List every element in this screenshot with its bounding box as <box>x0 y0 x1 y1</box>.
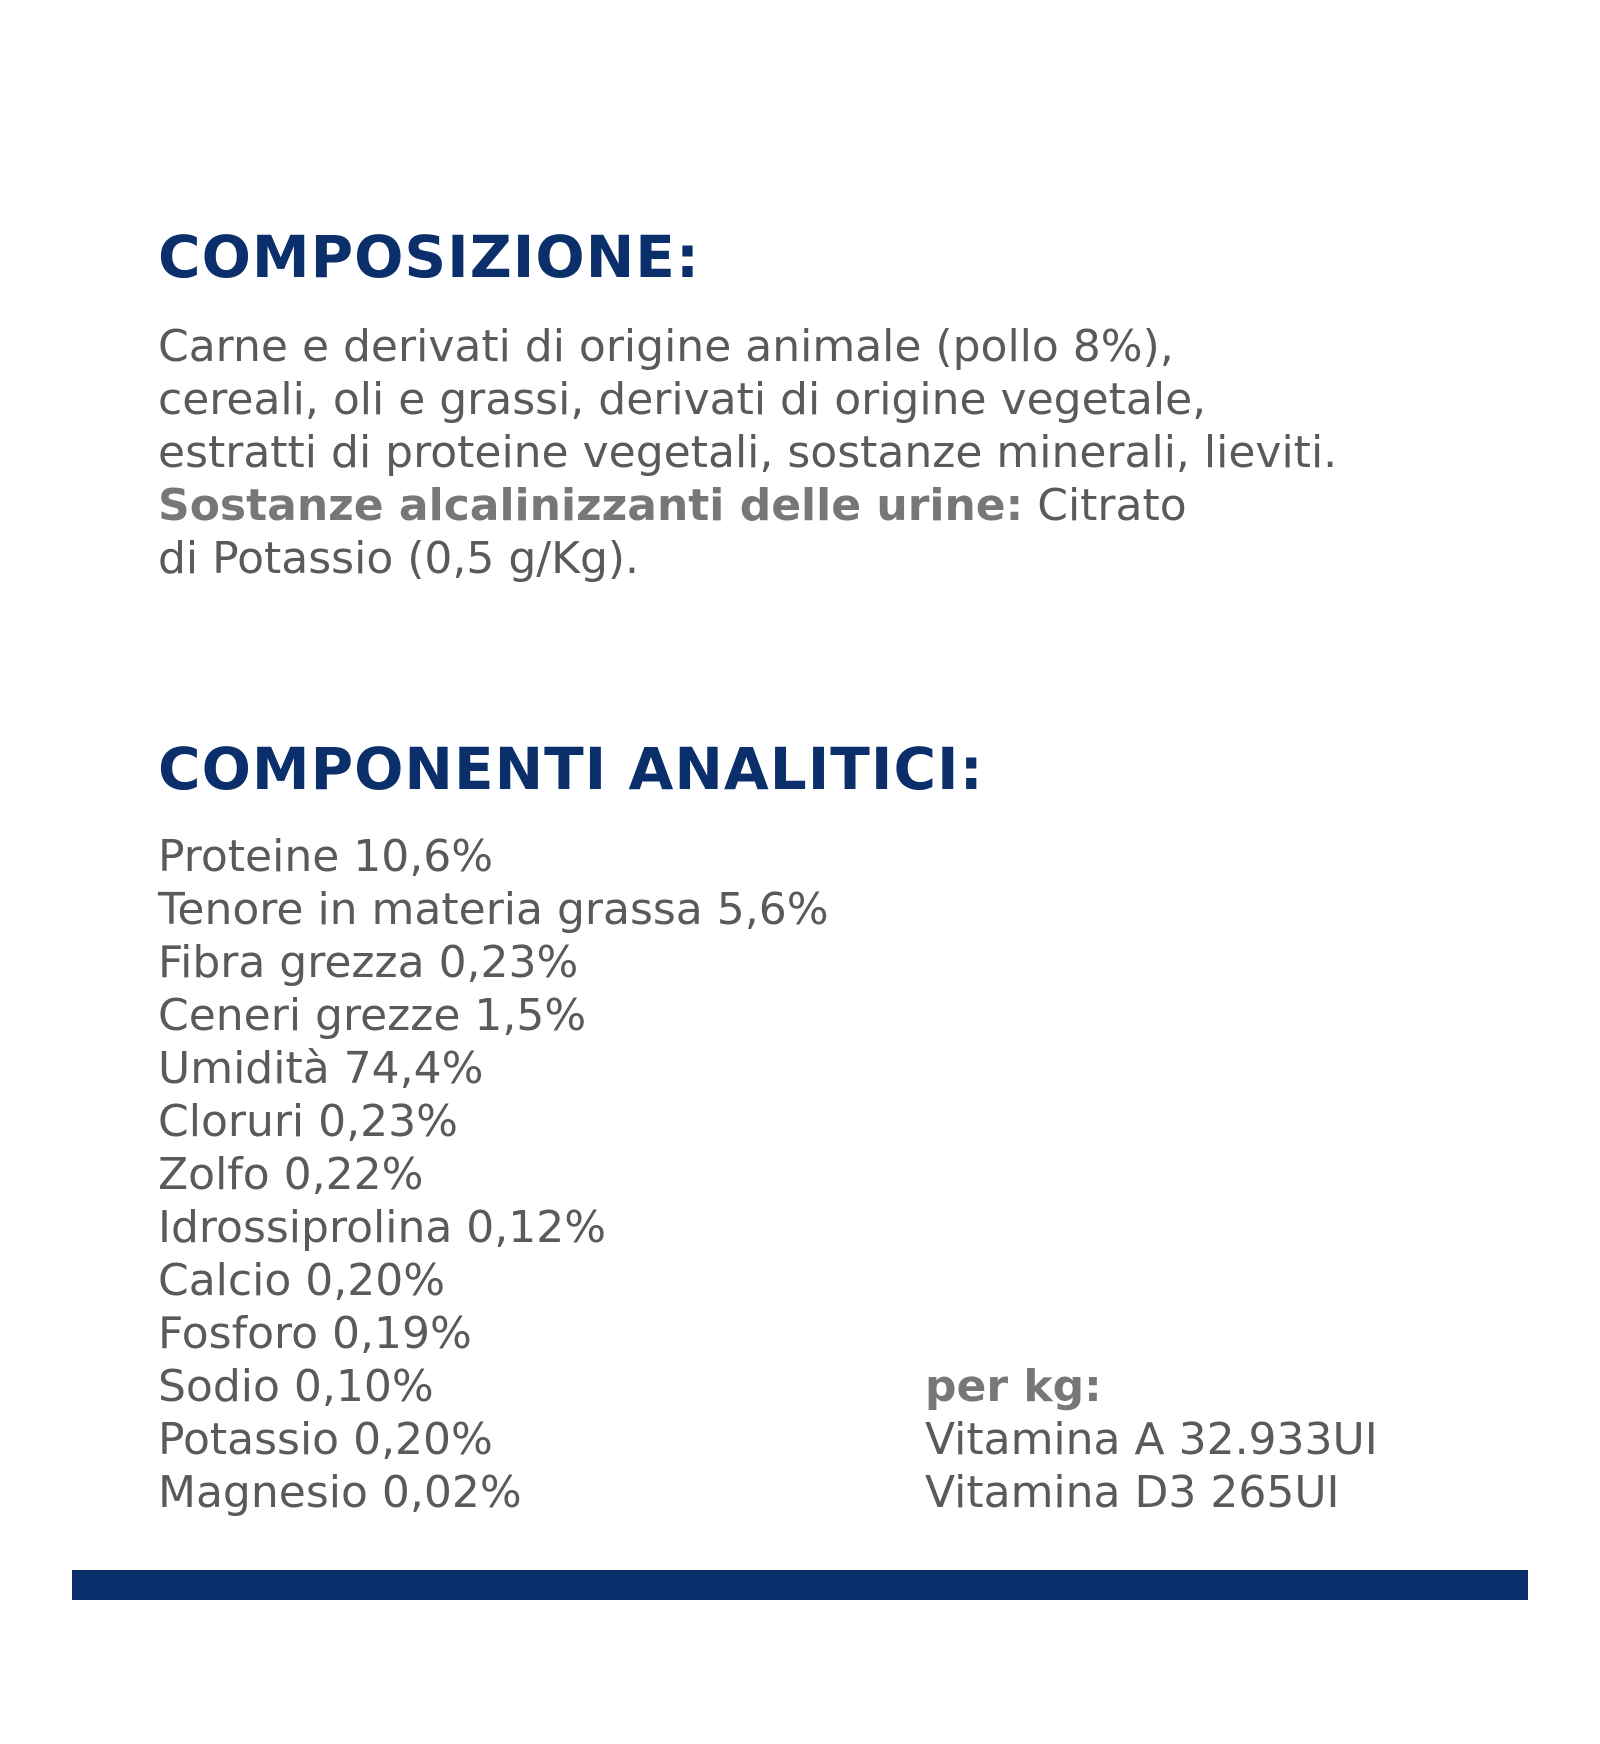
analytical-item: Calcio 0,20% <box>158 1255 446 1306</box>
per-kg-label: per kg: <box>925 1361 1102 1412</box>
analytical-item: Cloruri 0,23% <box>158 1096 458 1147</box>
composition-line-2: cereali, oli e grassi, derivati di origine vegetale, <box>158 374 1207 425</box>
vitamin-item: Vitamina A 32.933UI <box>925 1414 1378 1465</box>
alkalizing-value-part2: di Potassio (0,5 g/Kg). <box>158 533 640 584</box>
footer-divider-bar <box>72 1570 1528 1600</box>
analytical-item: Proteine 10,6% <box>158 831 494 882</box>
vitamins-list <box>925 1413 1378 1519</box>
analytical-item: Idrossiprolina 0,12% <box>158 1202 607 1253</box>
vitamins-block <box>925 1360 1378 1519</box>
analytical-item: Tenore in materia grassa 5,6% <box>158 884 829 935</box>
analytical-heading: COMPONENTI ANALITICI: <box>158 735 984 803</box>
analytical-list <box>158 830 829 1519</box>
alkalizing-value-part1: Citrato <box>1023 480 1187 531</box>
composition-text <box>158 320 1337 585</box>
alkalizing-line <box>158 479 1337 532</box>
analytical-item: Ceneri grezze 1,5% <box>158 990 587 1041</box>
composition-line-1: Carne e derivati di origine animale (pollo 8%), <box>158 321 1174 372</box>
analytical-item: Fibra grezza 0,23% <box>158 937 579 988</box>
composition-line-3: estratti di proteine vegetali, sostanze minerali, lieviti. <box>158 427 1338 478</box>
analytical-item: Magnesio 0,02% <box>158 1467 522 1518</box>
vitamin-item: Vitamina D3 265UI <box>925 1467 1340 1518</box>
alkalizing-label: Sostanze alcalinizzanti delle urine: <box>158 480 1024 531</box>
analytical-item: Sodio 0,10% <box>158 1361 434 1412</box>
analytical-item: Umidità 74,4% <box>158 1043 484 1094</box>
analytical-item: Zolfo 0,22% <box>158 1149 424 1200</box>
composition-heading: COMPOSIZIONE: <box>158 223 701 291</box>
analytical-item: Fosforo 0,19% <box>158 1308 472 1359</box>
analytical-item: Potassio 0,20% <box>158 1414 493 1465</box>
